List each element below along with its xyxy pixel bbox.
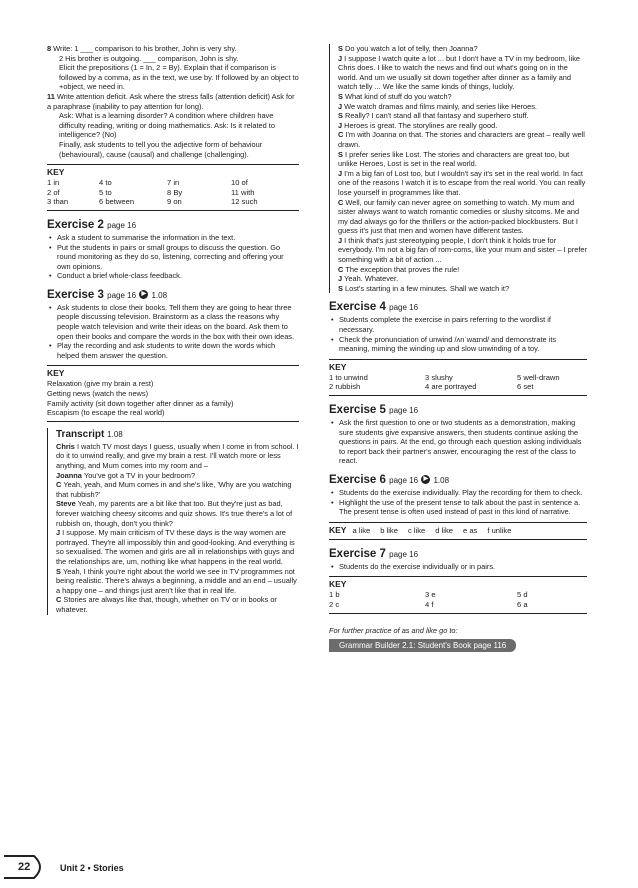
dialogue-line: [338, 284, 587, 294]
dialogue-line: [56, 471, 299, 481]
key-item: 3 e: [425, 590, 436, 600]
speaker: J: [338, 168, 345, 178]
speaker: C: [338, 197, 346, 207]
speaker: Joanna: [56, 470, 84, 480]
intro-text: Elicit the prepositions (1 = In, 2 = By). Explain that if comparison is followed by a comma, as in the text, we use by. If followed by an object to +object, we need in.: [59, 63, 299, 92]
speech: Stories are always like that, though, whether on TV or in books or whatever.: [56, 595, 277, 614]
dialogue-line: [56, 528, 299, 566]
speaker: S: [338, 91, 345, 101]
bullet-item: • Students complete the exercise in pairs referring to the wordlist if necessary.: [339, 315, 587, 334]
exercise-2-instructions: [47, 233, 299, 281]
dialogue-line: [338, 130, 587, 149]
key-item: 6 set: [517, 382, 534, 392]
key-item: c like: [407, 525, 426, 535]
key-item: 4 f: [425, 599, 434, 609]
dialogue-line: [338, 121, 587, 131]
speaker: Chris: [56, 441, 77, 451]
key-grid: [329, 373, 587, 392]
key-title: KEY: [47, 368, 65, 379]
intro-line: [47, 63, 299, 92]
speech: Yeah, yeah, and Mum comes in and she's like, 'Why are you watching that rubbish?': [56, 480, 292, 499]
key-grid: [329, 590, 587, 609]
speaker: S: [338, 149, 345, 159]
key-item: 1 to unwind: [329, 372, 368, 382]
intro-line: [47, 140, 299, 159]
transcript-heading: Transcript 1.08: [56, 428, 123, 440]
dialogue-line: [338, 236, 587, 265]
key-item: 2 c: [329, 599, 340, 609]
item-number: 11: [47, 91, 57, 101]
key-line: Family activity (sit down together after dinner as a family): [47, 398, 234, 408]
page-number: 22: [18, 861, 31, 873]
speech: Really? I can't stand all that fantasy and superhero stuff.: [344, 111, 529, 121]
dialogue-line: [338, 265, 587, 275]
speaker: C: [338, 130, 346, 140]
speech: You've got a TV in your bedroom?: [83, 470, 196, 480]
speaker: S: [338, 44, 345, 53]
intro-text: Ask: What is a learning disorder? A condition where children have difficulty reading, writing or doing mathematics. Ask: Is it related to intelligence? (No): [59, 111, 275, 140]
speaker: S: [56, 566, 63, 576]
key-item: a like: [352, 525, 371, 535]
key-grid: [47, 178, 299, 207]
bullet-item: • Check the pronunciation of unwind /ʌnˈwaɪnd/ and demonstrate its meaning, miming the winding up and slow unwinding of a toy.: [339, 335, 587, 354]
dialogue-line: [56, 442, 299, 471]
exercise-5-heading: Exercise 5 page 16: [329, 404, 419, 416]
speaker: Steve: [56, 499, 78, 509]
speech: I'm a big fan of Lost too, but I wouldn't say it's set in the real world. In fact one of the reasons I watch it is to escape from the real world. You can really lose yourself in programmes like that.: [338, 168, 586, 197]
exercise-7-instructions: [329, 562, 587, 572]
bullet-item: • Ask students to close their books. Tell them they are going to hear three people discussing television. Brainstorm as a class the reasons why people watch television and write their ideas on the board. Ask them to open their books and compare the words in the box with their own ideas.: [57, 303, 299, 341]
intro-text: Finally, ask students to tell you the adjective form of behaviour (behavioural), cause (causal) and challenge (challenging).: [59, 139, 263, 159]
key-item: 4 are portrayed: [425, 382, 477, 392]
bullet-item: • Students do the exercise individually or in pairs.: [339, 562, 587, 572]
key-item: 2 of: [47, 187, 60, 197]
key-item: 3 than: [47, 197, 69, 207]
audio-icon: ▶: [139, 290, 148, 299]
intro-line: [47, 111, 299, 140]
key-title: KEY: [329, 361, 347, 372]
dialogue-line: [338, 169, 587, 198]
intro-line: [47, 44, 299, 54]
intro-line: [47, 54, 299, 64]
bullet-item: • Put the students in pairs or small groups to discuss the question. Go round monitoring as they do so, listening, correcting and offering your own opinions.: [57, 243, 299, 272]
bullet-item: • Ask the first question to one or two students as a demonstration, making sure students give expansive answers, then students continue asking the questions in pairs. At the end, go through each question asking individuals to report back their partner's answer, encouraging the rest of the class to react.: [339, 418, 587, 466]
bullet-item: • Play the recording and ask students to write down the words which helped them answer the question.: [57, 341, 299, 360]
dialogue-line: [338, 54, 587, 92]
speaker: C: [56, 480, 64, 490]
key-box-3: [329, 359, 587, 396]
dialogue-line: [338, 102, 587, 112]
key-item: 8 By: [167, 187, 183, 197]
speech: I suppose I watch quite a lot ... but I don't have a TV in my bedroom, like Chris does. I like to watch the news and find out what's going on in the world. And um we usually sit down together after dinner as a family and watch telly ... We like the same kinds of things, luckily.: [338, 53, 581, 92]
key-item: 11 with: [231, 187, 255, 197]
intro-text: 2 His brother is outgoing. ___ comparison, John is shy.: [59, 53, 239, 63]
bullet-item: • Ask a student to summarise the information in the text.: [57, 233, 299, 243]
speaker: S: [338, 283, 345, 293]
key-line: Relaxation (give my brain a rest): [47, 379, 154, 389]
intro-notes: [47, 44, 299, 159]
exercise-6-instructions: [329, 488, 587, 517]
key-item: 5 well-drawn: [517, 372, 560, 382]
key-item: 9 on: [167, 197, 182, 207]
dialogue-line: [56, 499, 299, 528]
key-box-5: [329, 576, 587, 613]
unit-label: Unit 2 • Stories: [60, 863, 124, 873]
key-inline: [352, 526, 521, 535]
speaker: J: [338, 235, 345, 245]
exercise-3-instructions: [47, 303, 299, 361]
speech: What kind of stuff do you watch?: [344, 91, 452, 101]
key-line: Escapism (to escape the real world): [47, 408, 165, 418]
key-item: b like: [380, 525, 398, 535]
speaker: J: [56, 528, 63, 538]
bullet-item: • Highlight the use of the present tense to talk about the past in sentence a. The present tense is often used instead of past in this kind of narrative.: [339, 498, 587, 517]
speech: Heroes is great. The storylines are really good.: [344, 120, 498, 130]
speaker: J: [338, 101, 345, 111]
intro-text: Write attention deficit. Ask where the stress falls (attention deficit) Ask for a paraphrase (inability to pay attention for long).: [47, 91, 295, 111]
dialogue-line: [338, 150, 587, 169]
key-box-2: [47, 365, 299, 421]
intro-text: Write: 1 ___ comparison to his brother, John is very shy.: [53, 44, 237, 53]
key-answers: [47, 379, 299, 417]
speech: I'm with Joanna on that. The stories and characters are great – really well drawn.: [338, 130, 585, 149]
key-title: KEY: [329, 524, 347, 535]
key-item: 5 to: [99, 187, 112, 197]
key-item: d like: [435, 525, 453, 535]
key-box-1: [47, 164, 299, 211]
dialogue-line: [338, 111, 587, 121]
further-practice: For further practice of as and like go to:: [329, 625, 458, 635]
speaker: J: [338, 53, 345, 63]
key-item: 5 d: [517, 590, 528, 600]
key-item: 10 of: [231, 178, 248, 188]
speech: Well, our family can never agree on something to watch. My mum and sister always want to watch romantic comedies or slushy sitcoms. Me and my dad always go for the thrillers or the action-packed blockbusters. But I guess it's just that men and women have different tastes.: [338, 197, 580, 236]
speaker: C: [338, 264, 346, 274]
key-item: e as: [463, 525, 478, 535]
key-item: 2 rubbish: [329, 382, 361, 392]
key-item: 4 to: [99, 178, 112, 188]
exercise-6-heading: Exercise 6 page 16 ▶ 1.08: [329, 473, 450, 486]
grammar-builder-link[interactable]: Grammar Builder 2.1: Student's Book page 116: [329, 639, 516, 652]
speech: Yeah, I think you're right about the world we see in TV programmes not being realistic. There's always a beginning, a middle and an end – usually a happy one – and things just aren't like that in real life.: [56, 566, 297, 595]
transcript-continued: [329, 44, 587, 293]
page-footer: [4, 852, 204, 882]
key-item: 12 such: [231, 197, 258, 207]
dialogue-line: [56, 595, 299, 614]
item-number: 8: [47, 44, 54, 53]
speaker: C: [56, 595, 64, 605]
transcript-text: [56, 442, 299, 615]
speech: We watch dramas and films mainly, and series like Heroes.: [344, 101, 537, 111]
key-item: 7 in: [167, 178, 180, 188]
key-item: f unlike: [487, 525, 512, 535]
key-title: KEY: [329, 579, 347, 590]
exercise-7-heading: Exercise 7 page 16: [329, 547, 419, 560]
key-box-4: [329, 522, 587, 540]
exercise-5-instructions: [329, 418, 587, 466]
speech: Yeah, my parents are a bit like that too. But they're just as bad, forever watching cheesy sitcoms and quiz shows. It's true there's a lot of rubbish on, though, don't you think?: [56, 499, 293, 528]
dialogue-line: [338, 44, 587, 54]
speech: Do you watch a lot of telly, then Joanna?: [344, 44, 478, 53]
key-item: 1 b: [329, 590, 340, 600]
key-line: Getting news (watch the news): [47, 389, 149, 399]
bullet-item: • Students do the exercise individually. Play the recording for them to check.: [339, 488, 587, 498]
transcript-box: [47, 428, 299, 615]
speaker: J: [338, 120, 345, 130]
speech: Yeah. Whatever.: [344, 274, 399, 284]
exercise-4-heading: Exercise 4 page 16: [329, 301, 419, 314]
key-item: 6 between: [99, 197, 135, 207]
exercise-2-heading: Exercise 2 page 16: [47, 218, 137, 231]
dialogue-line: [338, 198, 587, 236]
speech: I suppose. My main criticism of TV these days is the way women are portrayed. They're all impossibly thin and good-looking. And everything is so sexualised. The women and girls are all in relationships with guys and the relationships are, um, nothing like what happens in the real world.: [56, 528, 295, 566]
audio-icon: ▶: [421, 475, 430, 484]
dialogue-text: [338, 44, 587, 293]
key-title: KEY: [47, 167, 65, 178]
bullet-item: • Conduct a brief whole-class feedback.: [57, 271, 299, 281]
speech: I watch TV most days I guess, usually when I come in from school. I do it to unwind really, and give my brain a rest. I'll watch more or less anything, and Mum comes into my room and –: [56, 441, 299, 470]
key-item: 6 a: [517, 599, 528, 609]
key-item: 3 slushy: [425, 372, 453, 382]
speaker: S: [338, 111, 345, 121]
exercise-4-instructions: [329, 315, 587, 353]
speech: The exception that proves the rule!: [345, 264, 460, 274]
dialogue-line: [338, 92, 587, 102]
right-column: [329, 44, 587, 653]
speaker: J: [338, 274, 345, 284]
intro-line: [47, 92, 299, 111]
speech: I prefer series like Lost. The stories and characters are great too, but unlike Heroes, Lost is set in the real world.: [338, 149, 570, 169]
speech: I think that's just stereotyping people, I don't think it holds true for everybody. I'm not a big fan of rom-coms, like your mum and sister – I prefer something with a bit of action ...: [338, 235, 587, 265]
dialogue-line: [56, 567, 299, 596]
dialogue-line: [56, 480, 299, 499]
dialogue-line: [338, 274, 587, 284]
left-column: [47, 44, 299, 615]
exercise-3-heading: Exercise 3 page 16 ▶ 1.08: [47, 288, 168, 301]
speech: Lost's starting in a few minutes. Shall we watch it?: [344, 283, 510, 293]
key-item: 1 in: [47, 178, 60, 188]
